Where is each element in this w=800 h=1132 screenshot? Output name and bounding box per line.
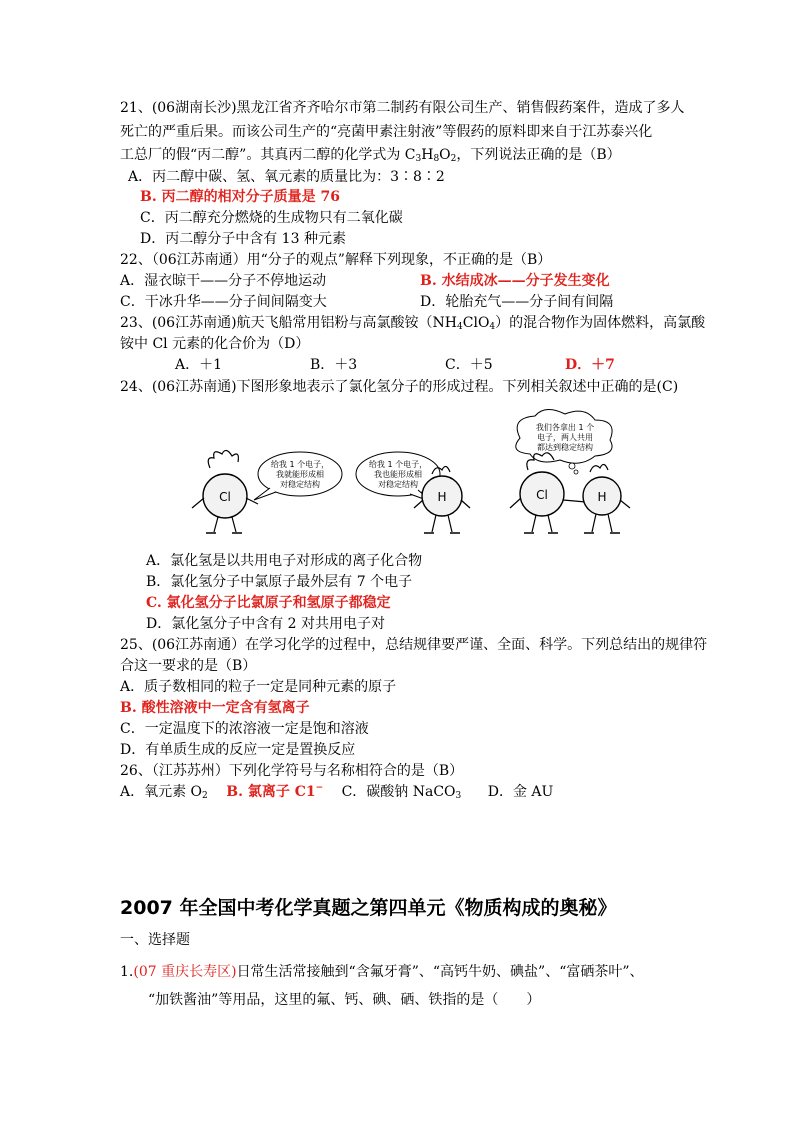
q21-stem-line2: 死亡的严重后果。而该公司生产的“亮菌甲素注射液”等假药的原料即来自于江苏泰兴化 [120, 124, 653, 140]
q21-option-a: A．丙二醇中碳、氢、氧元素的质量比为：3∶8∶2 [128, 169, 445, 185]
q25-option-c: C．一定温度下的浓溶液一定是饱和溶液 [120, 721, 369, 737]
bubble-h-line2: 我也能形成相 [374, 470, 422, 479]
q1-stem-line2: “加铁酱油”等用品，这里的氟、钙、碘、硒、铁指的是（ ） [148, 992, 541, 1008]
q22-option-a: A．湿衣晾干——分子不停地运动 [120, 273, 327, 289]
bubble-pair-line2: 电子，两人共用 [537, 433, 593, 442]
bubble-cl-line2: 我就能形成相 [276, 470, 324, 479]
q26-option-d: D．金 AU [487, 784, 554, 800]
q22-option-d: D．轮胎充气——分子间有间隔 [420, 294, 614, 310]
section-subtitle: 一、选择题 [120, 932, 190, 948]
atom-label-h: H [437, 490, 447, 504]
speech-bubble-cl [254, 452, 342, 500]
q26-options [120, 782, 553, 802]
atom-label-cl: Cl [219, 490, 231, 504]
bonded-hydrogen-atom [563, 464, 630, 533]
bubble-h-line1: 给我 1 个电子， [368, 460, 428, 469]
q25-option-b: B. 酸性溶液中一定含有氢离子 [120, 700, 310, 716]
q26-stem: 26、（江苏苏州）下列化学符号与名称相符合的是（B） [120, 763, 464, 779]
q23-stem-line2: 铵中 Cl 元素的化合价为（D） [120, 336, 310, 352]
q21-option-b: B. 丙二醇的相对分子质量是 76 [140, 189, 340, 205]
speech-bubble-pair [516, 409, 612, 474]
q25-option-d: D．有单质生成的反应一定是置换反应 [120, 742, 356, 758]
q22-option-c: C．干冰升华——分子间间隔变大 [120, 294, 327, 310]
q21-stem-line3: 工总厂的假“丙二醇”。其真丙二醇的化学式为 $C_3H_8O_2$，下列说法正确的是（B） [120, 147, 621, 164]
q26-option-b: B. 氯离子 C1− [226, 783, 324, 800]
bubble-cl-line3: 对稳定结构 [280, 480, 320, 489]
bubble-pair-line1: 我们各拿出 1 个 [535, 423, 595, 432]
q1-stem-line1: 1.(07 重庆长寿区)日常生活常接触到“含氟牙膏”、“高钙牛奶、碘盐”、“富硒茶叶”、 [120, 964, 644, 980]
q21-option-d: D．丙二醇分子中含有 13 种元素 [140, 231, 346, 247]
bonded-atom-label-h: H [597, 490, 607, 504]
q23-option-b: B．＋3 [310, 357, 358, 373]
q23-option-a: A．＋1 [175, 357, 223, 373]
q21-option-c: C．丙二醇充分燃烧的生成物只有二氧化碳 [140, 210, 403, 226]
q21-stem-line1: 21、(06湖南长沙)黑龙江省齐齐哈尔市第二制药有限公司生产、销售假药案件，造成了多人 [120, 100, 685, 116]
q23-option-d: D．＋7 [565, 357, 615, 373]
q24-option-a: A．氯化氢是以共用电子对形成的离子化合物 [146, 553, 423, 569]
q26-option-a: A．氧元素 $O_2$ [120, 784, 208, 801]
bonded-chlorine-atom [510, 453, 564, 533]
q25-stem-line2: 合这一要求的是（B） [120, 658, 257, 674]
q22-stem: 22、（06江苏南通）用“分子的观点”解释下列现象，不正确的是（B） [120, 252, 552, 268]
q25-option-a: A．质子数相同的粒子一定是同种元素的原子 [120, 679, 397, 695]
q1-source: (07 重庆长寿区) [133, 964, 237, 980]
section-title: 2007 年全国中考化学真题之第四单元《物质构成的奥秘》 [120, 897, 617, 919]
q23-option-c: C．＋5 [445, 357, 493, 373]
bonded-atom-label-cl: Cl [536, 488, 548, 502]
q22-option-b: B. 水结成冰——分子发生变化 [420, 273, 610, 289]
q24-option-c: C. 氯化氢分子比氯原子和氢原子都稳定 [146, 595, 391, 611]
q24-option-b: B．氯化氢分子中氯原子最外层有 7 个电子 [146, 574, 413, 590]
bubble-cl-line1: 给我 1 个电子， [270, 460, 330, 469]
q23-stem-line1: 23、(06江苏南通)航天飞船常用铝粉与高氯酸铵$(NH_4ClO_4)$的混合物作为固体燃料，高氯酸 [120, 315, 706, 332]
bubble-pair-line3: 都达到稳定结构 [537, 443, 593, 452]
q24-option-d: D．氯化氢分子中含有 2 对共用电子对 [146, 616, 386, 632]
q26-option-c: C．碳酸钠 NaCO$_3$ [341, 784, 462, 801]
q24-stem: 24、(06江苏南通)下图形象地表示了氯化氢分子的形成过程。下列相关叙述中正确的是(C) [120, 379, 679, 395]
hcl-formation-illustration [170, 408, 640, 538]
bubble-h-line3: 对稳定结构 [378, 480, 418, 489]
q25-stem-line1: 25、(06江苏南通）在学习化学的过程中，总结规律要严谨、全面、科学。下列总结出的规律符 [120, 637, 708, 653]
chlorine-cartoon-atom [192, 450, 258, 533]
